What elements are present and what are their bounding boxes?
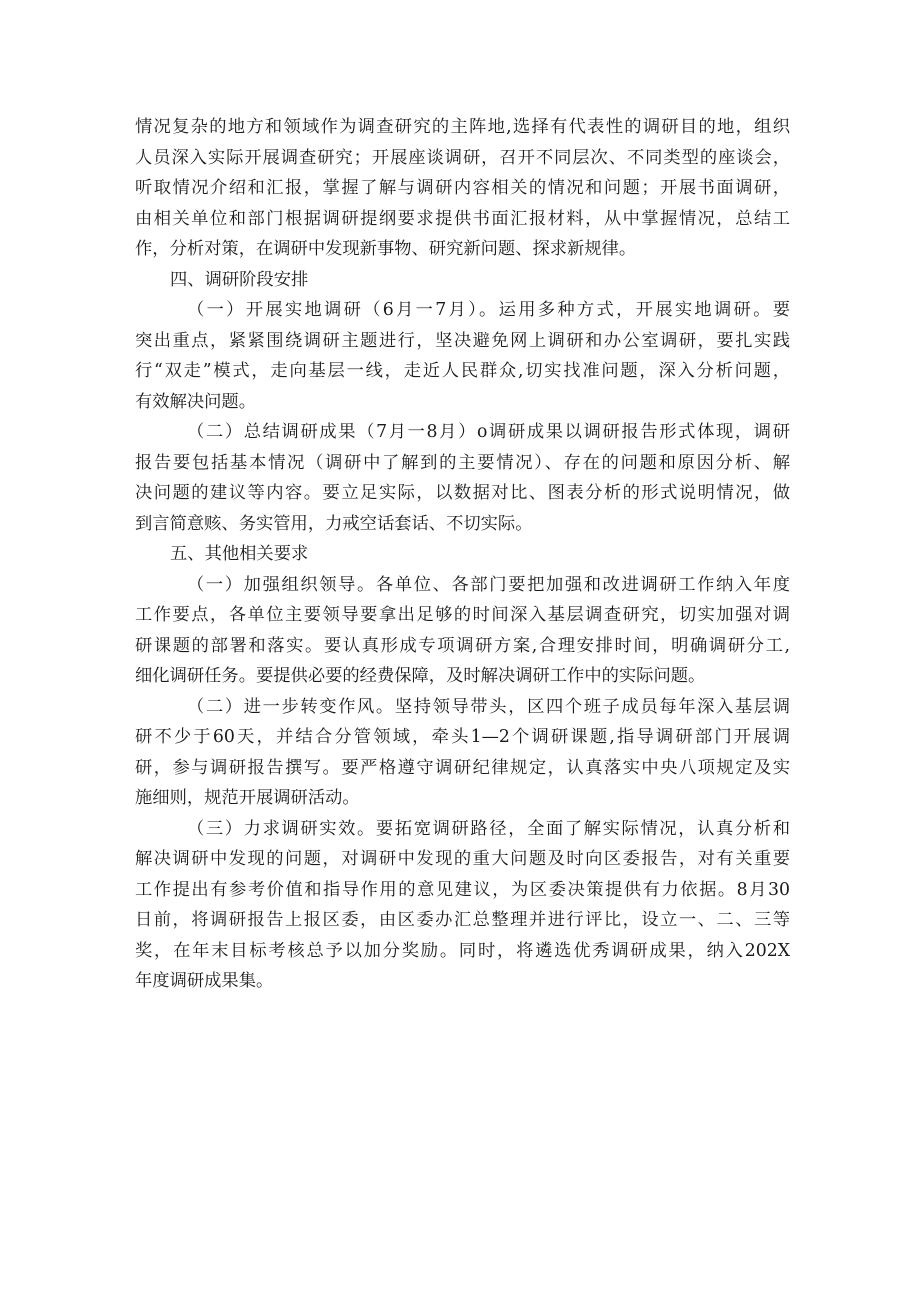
text-line: 行“双走”模式，走向基层一线，走近人民群众,切实找准问题，深入分析问题， xyxy=(135,361,790,381)
section-heading: 五、其他相关要求 xyxy=(170,544,309,564)
paragraph-first-line: （三）力求调研实效。要拓宽调研路径，全面了解实际情况，认真分析和 xyxy=(187,818,790,839)
document-body xyxy=(135,112,790,997)
paragraph-first-line: （一）开展实地调研（6月一7月）。运用多种方式，开展实地调研。要 xyxy=(187,300,790,320)
text-line: 作，分析对策，在调研中发现新事物、研究新问题、探求新规律。 xyxy=(135,239,637,259)
section-heading: 四、调研阶段安排 xyxy=(170,269,309,290)
text-line: 细化调研任务。要提供必要的经费保障，及时解决调研工作中的实际问题。 xyxy=(135,666,706,686)
text-line: 日前，将调研报告上报区委，由区委办汇总整理并进行评比，设立一、二、三等 xyxy=(135,910,790,930)
text-line: 报告要包括基本情况（调研中了解到的主要情况）、存在的问题和原因分析、解 xyxy=(135,452,790,473)
text-line: 情况复杂的地方和领域作为调查研究的主阵地,选择有代表性的调研目的地，组织 xyxy=(135,117,790,137)
text-line: 由相关单位和部门根据调研提纲要求提供书面汇报材料，从中掌握情况，总结工 xyxy=(135,208,790,229)
paragraph-first-line: （一）加强组织领导。各单位、各部门要把加强和改进调研工作纳入年度 xyxy=(187,574,790,595)
text-line: 研不少于60天，并结合分管领域，牵头1—2个调研课题,指导调研部门开展调 xyxy=(135,727,790,747)
text-line: 突出重点，紧紧围绕调研主题进行，坚决避免网上调研和办公室调研，要扎实践 xyxy=(135,330,790,351)
text-line: 工作提出有参考价值和指导作用的意见建议，为区委决策提供有力依据。8月30 xyxy=(135,879,790,900)
text-line: 奖，在年末目标考核总予以加分奖励。同时，将遴选优秀调研成果，纳入202X xyxy=(135,940,790,961)
text-line: 研，参与调研报告撰写。要严格遵守调研纪律规定，认真落实中央八项规定及实 xyxy=(135,757,790,778)
text-line: 人员深入实际开展调查研究；开展座谈调研，召开不同层次、不同类型的座谈会， xyxy=(135,147,790,168)
text-line: 到言简意赅、务实管用，力戒空话套话、不切实际。 xyxy=(135,513,533,534)
text-line: 工作要点，各单位主要领导要拿出足够的时间深入基层调查研究，切实加强对调 xyxy=(135,605,790,625)
text-line: 施细则，规范开展调研活动。 xyxy=(135,788,360,808)
text-line: 决问题的建议等内容。要立足实际，以数据对比、图表分析的形式说明情况，做 xyxy=(135,483,790,503)
text-line: 听取情况介绍和汇报，掌握了解与调研内容相关的情况和问题；开展书面调研， xyxy=(135,178,790,198)
text-line: 解决调研中发现的问题，对调研中发现的重大问题及时向区委报告，对有关重要 xyxy=(135,849,790,869)
paragraph-first-line: （二）总结调研成果（7月一8月）o调研成果以调研报告形式体现，调研 xyxy=(187,422,790,442)
paragraph-first-line: （二）进一步转变作风。坚持领导带头，区四个班子成员每年深入基层调 xyxy=(187,696,790,717)
text-line: 研课题的部署和落实。要认真形成专项调研方案,合理安排时间，明确调研分工, xyxy=(135,635,790,656)
text-line: 年度调研成果集。 xyxy=(135,971,274,991)
text-line: 有效解决问题。 xyxy=(135,391,256,412)
